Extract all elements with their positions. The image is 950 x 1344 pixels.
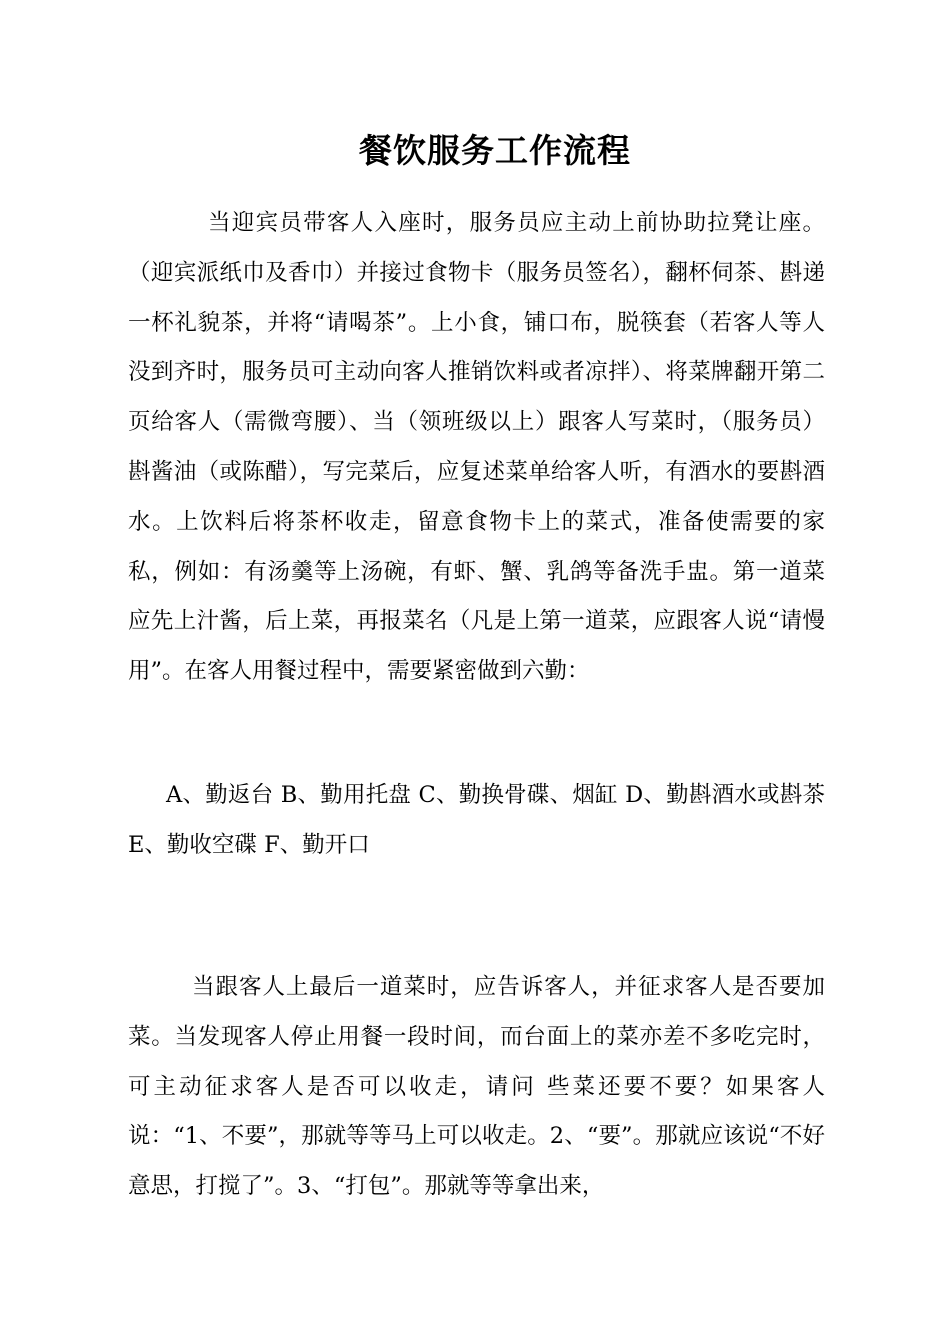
paragraph-last-dish: 当跟客人上最后一道菜时，应告诉客人，并征求客人是否要加菜。当发现客人停止用餐一段时间，而台面上的菜亦差不多吃完时，可主动征求客人是否可以收走，请问 些菜还要不要？如果客人说：“1、不要”，那就等等马上可以收走。2、“要”。那就应该说“不好意思，打搅了”。3、“打包”。那就等等拿出来， [128,974,825,1200]
document-title: 餐饮服务工作流程 [359,131,631,170]
paragraph-service-procedure: 当迎宾员带客人入座时，服务员应主动上前协助拉凳让座。（迎宾派纸巾及香巾）并接过食物卡（服务员签名），翻杯伺茶、斟递一杯礼貌茶，并将“请喝茶”。上小食，铺口布，脱筷套（若客人等人没到齐时，服务员可主动向客人推销饮料或者凉拌）、将菜牌翻开第二页给客人（需微弯腰）、当（领班级以上）跟客人写菜时，（服务员）斟酱油（或陈醋），写完菜后，应复述菜单给客人听，有酒水的要斟酒水。上饮料后将茶杯收走，留意食物卡上的菜式，准备使需要的家私，例如：有汤羹等上汤碗，有虾、蟹、乳鸽等备洗手盅。第一道菜应先上汁酱，后上菜，再报菜名（凡是上第一道菜，应跟客人说“请慢用”。在客人用餐过程中，需要紧密做到六勤： [128,210,825,685]
paragraph-six-diligences: A、勤返台 B、勤用托盘 C、勤换骨碟、烟缸 D、勤斟酒水或斟茶 E、勤收空碟 F、勤开口 [128,782,825,858]
